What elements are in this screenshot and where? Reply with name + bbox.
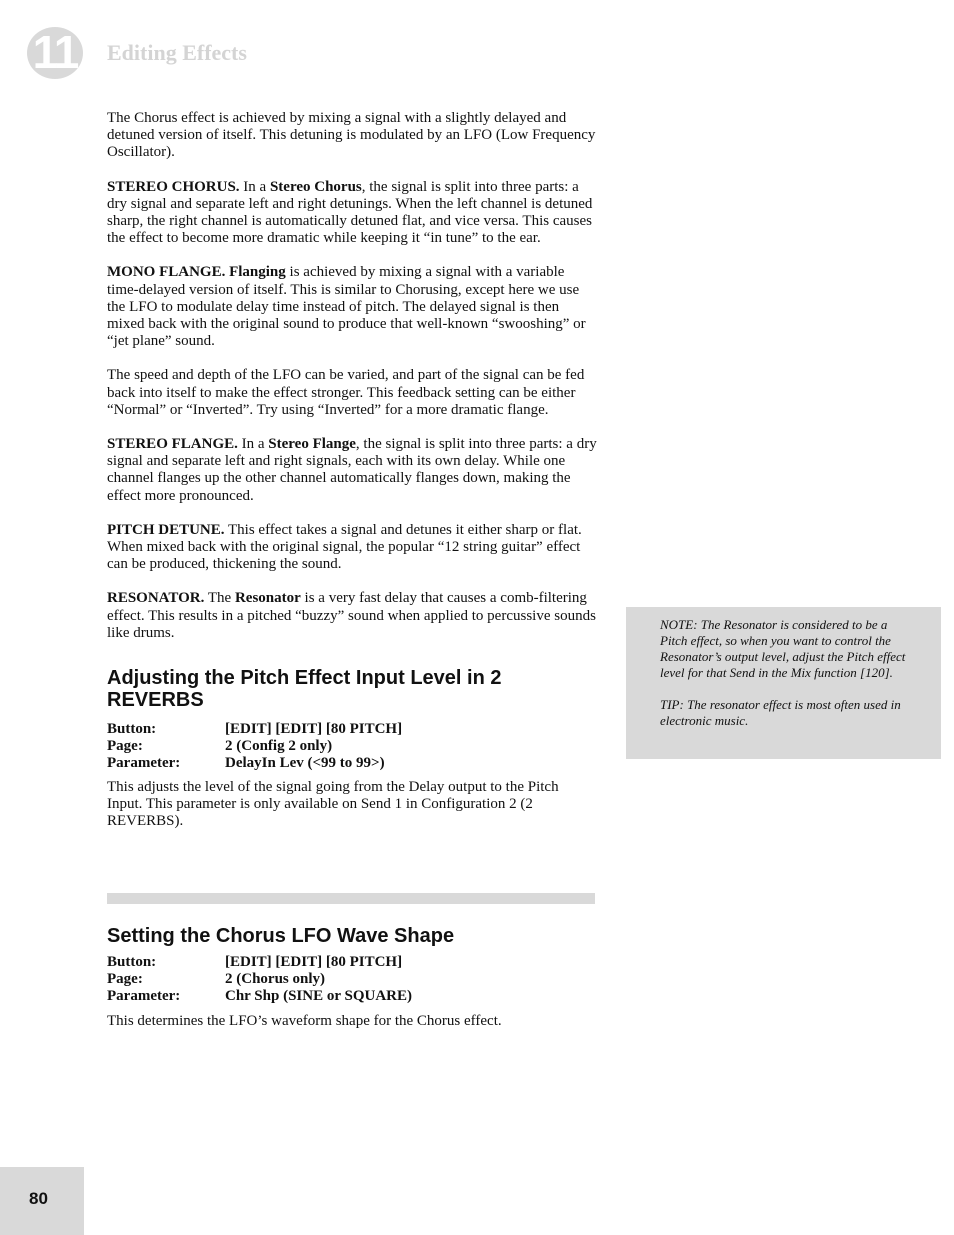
- stereo-flange-term: Stereo Flange: [268, 436, 356, 453]
- mono-flange-lead: MONO FLANGE.: [107, 264, 226, 281]
- param-value: [EDIT] [EDIT] [80 PITCH]: [225, 721, 403, 738]
- stereo-chorus-paragraph: [107, 179, 597, 248]
- stereo-chorus-text: , the signal is split into three parts: a dry signal and separate left and right detunings. When the left channel is detuned sharp, the right channel is automatically detuned flat, and vice versa. This causes the effect to become more dramatic while keeping it “in tune” to the ear.: [107, 178, 593, 247]
- chorus-lfo-section: [107, 925, 597, 1047]
- stereo-chorus-lead: STEREO CHORUS.: [107, 178, 240, 195]
- section-divider: [107, 893, 595, 904]
- param-key: Page:: [107, 738, 143, 755]
- page-number: 80: [29, 1189, 48, 1208]
- param-row: [107, 971, 412, 988]
- pitch-detune-lead: PITCH DETUNE.: [107, 521, 225, 538]
- section-heading-pitch-input-level: Adjusting the Pitch Effect Input Level in 2 REVERBS: [107, 667, 502, 712]
- stereo-flange-text: , the signal is split into three parts: a dry signal and separate left and right signals, each with its own delay. While one channel flanges up the other channel automatically flanges down, making the effect more pronounced.: [107, 436, 597, 504]
- param-key: Button:: [107, 721, 157, 738]
- section-description-pitch-input-level: This adjusts the level of the signal going from the Delay output to the Pitch Input. This parameter is only available on Send 1 in Configuration 2 (2 REVERBS).: [107, 779, 559, 830]
- param-row: [107, 755, 402, 772]
- param-key: Parameter:: [107, 755, 181, 772]
- pitch-detune-text: This effect takes a signal and detunes it either sharp or flat. When mixed back with the original signal, the popular “12 string guitar” effect can be produced, thickening the sound.: [107, 521, 582, 573]
- section-description-chorus-lfo: This determines the LFO’s waveform shape for the Chorus effect.: [107, 1013, 502, 1029]
- stereo-chorus-pre: In a: [239, 178, 270, 195]
- chapter-number: 11: [32, 26, 78, 78]
- pitch-detune-paragraph: [107, 522, 597, 574]
- stereo-chorus-term: Stereo Chorus: [269, 178, 362, 195]
- param-value: Chr Shp (SINE or SQUARE): [225, 988, 412, 1004]
- param-value: DelayIn Lev (<99 to 99>): [225, 755, 385, 772]
- mono-flange-term: Flanging: [229, 264, 286, 281]
- mono-flange-paragraph: [107, 264, 597, 350]
- stereo-flange-pre: In a: [237, 436, 269, 453]
- resonator-term: Resonator: [234, 590, 301, 607]
- stereo-flange-paragraph: [107, 436, 597, 505]
- section-heading-chorus-lfo: Setting the Chorus LFO Wave Shape: [107, 925, 455, 947]
- param-key: Page:: [107, 971, 143, 987]
- resonator-lead: RESONATOR.: [107, 590, 205, 607]
- params-table-pitch-input-level: [107, 721, 402, 772]
- intro-paragraph: The Chorus effect is achieved by mixing a signal with a slightly delayed and detuned version of itself. This detuning is modulated by an LFO (Low Frequency Oscillator).: [107, 110, 596, 161]
- lfo-paragraph: The speed and depth of the LFO can be varied, and part of the signal can be fed back into itself to make the effect stronger. This feedback setting can be either “Normal” or “Inverted”. Try using “Inverted” for a more dramatic flange.: [107, 367, 585, 418]
- main-content: [107, 110, 597, 848]
- param-row: [107, 954, 412, 971]
- sidebar-note: NOTE: The Resonator is considered to be a Pitch effect, so when you want to control the Resonator’s output level, adjust the Pitch effect level for that Send in the Mix function [120].: [660, 617, 906, 680]
- stereo-flange-lead: STEREO FLANGE.: [107, 436, 238, 453]
- resonator-paragraph: [107, 590, 597, 642]
- param-row: [107, 721, 402, 738]
- param-row: [107, 738, 402, 755]
- param-value: 2 (Config 2 only): [225, 738, 333, 755]
- note-sidebar: [626, 607, 941, 759]
- param-key: Button:: [107, 954, 157, 970]
- chapter-title: Editing Effects: [107, 40, 247, 65]
- params-table-chorus-lfo: [107, 954, 412, 1005]
- param-row: [107, 988, 412, 1005]
- mono-flange-text: is achieved by mixing a signal with a variable time-delayed version of itself. This is similar to Chorusing, except here we use the LFO to modulate delay time instead of pitch. The delayed signal is then mixed back with the original sound to produce that well-known “swooshing” or “jet plane” sound.: [107, 264, 586, 350]
- sidebar-tip: TIP: The resonator effect is most often used in electronic music.: [660, 697, 901, 728]
- param-value: [EDIT] [EDIT] [80 PITCH]: [225, 954, 403, 970]
- resonator-text: is a very fast delay that causes a comb-filtering effect. This results in a pitched “buzzy” sound when applied to percussive sounds like drums.: [107, 590, 596, 641]
- param-value: 2 (Chorus only): [225, 971, 326, 987]
- resonator-pre: The: [204, 590, 235, 607]
- param-key: Parameter:: [107, 988, 181, 1004]
